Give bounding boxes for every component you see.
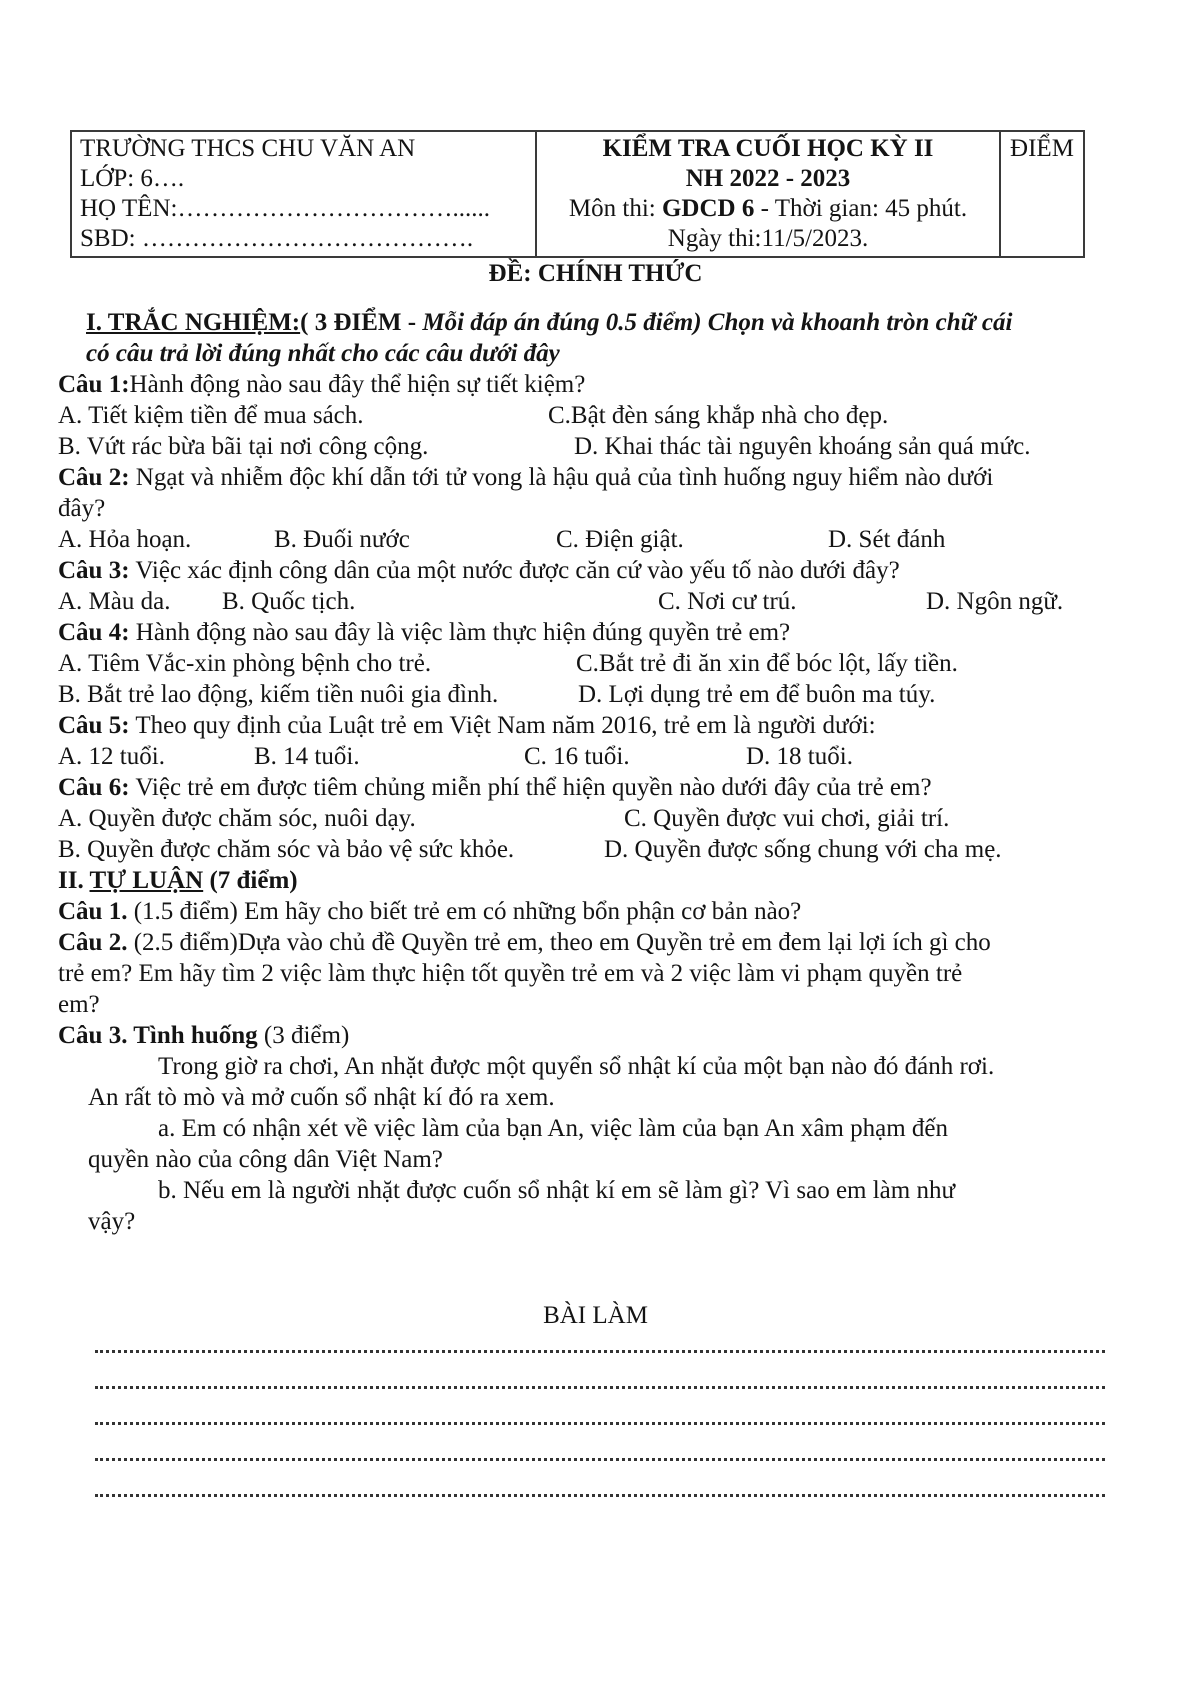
part2-prefix: II.: [58, 867, 90, 894]
question-text: Việc xác định công dân của một nước được căn cứ vào yếu tố nào dưới đây?: [129, 557, 900, 584]
option-c: C. Điện giật.: [556, 526, 684, 553]
exam-title: KIỂM TRA CUỐI HỌC KỲ II: [602, 135, 934, 162]
question-6: [58, 772, 1088, 803]
exam-date: Ngày thi:11/5/2023.: [667, 225, 869, 252]
question-points: (3 điểm): [257, 1022, 350, 1049]
class-field: LỚP: 6….: [80, 165, 185, 192]
part1-label: I. TRẮC NGHIỆM:: [86, 309, 301, 336]
question-label: Câu 2.: [58, 929, 128, 956]
answer-row: [58, 741, 1088, 772]
option-c: C.Bật đèn sáng khắp nhà cho đẹp.: [548, 402, 889, 429]
situation-text: Trong giờ ra chơi, An nhặt được một quyển sổ nhật kí của một bạn nào đó đánh rơi.: [158, 1053, 995, 1080]
option-c: C. 16 tuổi.: [524, 743, 630, 770]
question-1: [58, 369, 1088, 400]
part1-instruction: Mỗi đáp án đúng 0.5 điểm) Chọn và khoanh tròn chữ cái: [422, 309, 1013, 336]
score-cell: [1000, 131, 1084, 257]
part1-heading: [58, 307, 1088, 338]
school-name: TRƯỜNG THCS CHU VĂN AN: [80, 135, 416, 162]
answer-row: [58, 400, 1088, 431]
essay-question-1: [58, 896, 1088, 927]
situation-question-a-cont: quyền nào của công dân Việt Nam?: [88, 1146, 443, 1173]
question-text: Hành động nào sau đây thể hiện sự tiết kiệm?: [129, 371, 586, 398]
answer-line[interactable]: [95, 1422, 1105, 1425]
answer-row: [58, 679, 1088, 710]
school-year: NH 2022 - 2023: [685, 165, 851, 192]
subject-prefix: Môn thi:: [568, 195, 662, 222]
situation-question-b: b. Nếu em là người nhặt được cuốn sổ nhật kí em sẽ làm gì? Vì sao em làm như: [158, 1177, 956, 1204]
question-text: Ngạt và nhiễm độc khí dẫn tới tử vong là hậu quả của tình huống nguy hiểm nào dưới: [129, 464, 994, 491]
answer-section-title: BÀI LÀM: [543, 1302, 648, 1329]
answer-line[interactable]: [95, 1386, 1105, 1389]
question-text-cont: em?: [58, 991, 100, 1018]
essay-question-2: [58, 927, 1088, 958]
part1-instruction-cont: có câu trả lời đúng nhất cho các câu dưới đây: [86, 340, 560, 367]
question-4: [58, 617, 1088, 648]
option-d: D. Quyền được sống chung với cha mẹ.: [604, 836, 1002, 863]
option-a: A. Quyền được chăm sóc, nuôi dạy.: [58, 805, 416, 832]
situation-question-a: a. Em có nhận xét về việc làm của bạn An, việc làm của bạn An xâm phạm đến: [158, 1115, 949, 1142]
answer-row: [58, 586, 1088, 617]
option-d: D. Ngôn ngữ.: [926, 588, 1064, 615]
question-5: [58, 710, 1088, 741]
part2-label: TỰ LUẬN: [89, 867, 204, 894]
question-3: [58, 555, 1088, 586]
option-b: B. Vứt rác bừa bãi tại nơi công cộng.: [58, 433, 429, 460]
option-a: A. Hỏa hoạn.: [58, 526, 192, 553]
official-label: ĐỀ: CHÍNH THỨC: [488, 260, 703, 287]
exam-info-cell: [536, 131, 1000, 257]
answer-row: [58, 648, 1088, 679]
question-label: Câu 4:: [58, 619, 130, 646]
option-a: A. 12 tuổi.: [58, 743, 165, 770]
option-d: D. Lợi dụng trẻ em để buôn ma túy.: [578, 681, 936, 708]
exam-header-table: [70, 130, 1085, 258]
question-text-cont: đây?: [58, 495, 106, 522]
option-b: B. Bắt trẻ lao động, kiếm tiền nuôi gia đình.: [58, 681, 499, 708]
option-b: B. Đuối nước: [274, 526, 410, 553]
option-b: B. Quyền được chăm sóc và bảo vệ sức khỏe.: [58, 836, 515, 863]
question-label: Câu 1:: [58, 371, 130, 398]
answer-line[interactable]: [95, 1494, 1105, 1497]
option-b: B. 14 tuổi.: [254, 743, 360, 770]
answer-line[interactable]: [95, 1350, 1105, 1353]
option-b: B. Quốc tịch.: [222, 588, 356, 615]
option-d: D. Khai thác tài nguyên khoáng sản quá mức.: [574, 433, 1031, 460]
question-2: [58, 462, 1088, 493]
question-text: Việc trẻ em được tiêm chủng miễn phí thể hiện quyền nào dưới đây của trẻ em?: [129, 774, 932, 801]
option-a: A. Tiết kiệm tiền để mua sách.: [58, 402, 364, 429]
option-a: A. Tiêm Vắc-xin phòng bệnh cho trẻ.: [58, 650, 432, 677]
option-c: C.Bắt trẻ đi ăn xin để bóc lột, lấy tiền.: [576, 650, 958, 677]
option-c: C. Nơi cư trú.: [658, 588, 797, 615]
score-label: ĐIỂM: [1010, 135, 1074, 162]
option-d: D. Sét đánh: [828, 526, 946, 553]
name-field: HỌ TÊN:……………………………......: [80, 195, 490, 222]
option-a: A. Màu da.: [58, 588, 171, 615]
question-label: Câu 2:: [58, 464, 130, 491]
question-label: Câu 1.: [58, 898, 128, 925]
answer-row: [58, 834, 1088, 865]
option-d: D. 18 tuổi.: [746, 743, 853, 770]
question-text-cont: trẻ em? Em hãy tìm 2 việc làm thực hiện tốt quyền trẻ em và 2 việc làm vi phạm quyền trẻ: [58, 960, 963, 987]
part2-points: (7 điểm): [203, 867, 298, 894]
essay-question-3: [58, 1020, 1088, 1051]
question-text: (2.5 điểm)Dựa vào chủ đề Quyền trẻ em, theo em Quyền trẻ em đem lại lợi ích gì cho: [127, 929, 991, 956]
question-label: Câu 6:: [58, 774, 130, 801]
subject-name: GDCD 6: [661, 195, 755, 222]
student-info-cell: [71, 131, 536, 257]
situation-text-cont: An rất tò mò và mở cuốn sổ nhật kí đó ra xem.: [88, 1084, 555, 1111]
part1-points: ( 3 ĐIỂM -: [300, 309, 423, 336]
option-c: C. Quyền được vui chơi, giải trí.: [624, 805, 950, 832]
question-label: Câu 3. Tình huống: [58, 1022, 258, 1049]
question-text: Hành động nào sau đây là việc làm thực hiện đúng quyền trẻ em?: [129, 619, 791, 646]
question-text: Theo quy định của Luật trẻ em Việt Nam năm 2016, trẻ em là người dưới:: [129, 712, 876, 739]
question-label: Câu 5:: [58, 712, 130, 739]
answer-line[interactable]: [95, 1458, 1105, 1461]
answer-row: [58, 803, 1088, 834]
question-text: (1.5 điểm) Em hãy cho biết trẻ em có những bổn phận cơ bản nào?: [127, 898, 802, 925]
answer-row: [58, 431, 1088, 462]
question-label: Câu 3:: [58, 557, 130, 584]
part2-heading: [58, 865, 1088, 896]
situation-question-b-cont: vậy?: [88, 1208, 136, 1235]
sbd-field: SBD: ………………………………….: [80, 225, 474, 252]
exam-content: [58, 307, 1088, 1237]
answer-row: [58, 524, 1088, 555]
subject-line: [545, 194, 991, 224]
exam-time: - Thời gian: 45 phút.: [754, 195, 968, 222]
